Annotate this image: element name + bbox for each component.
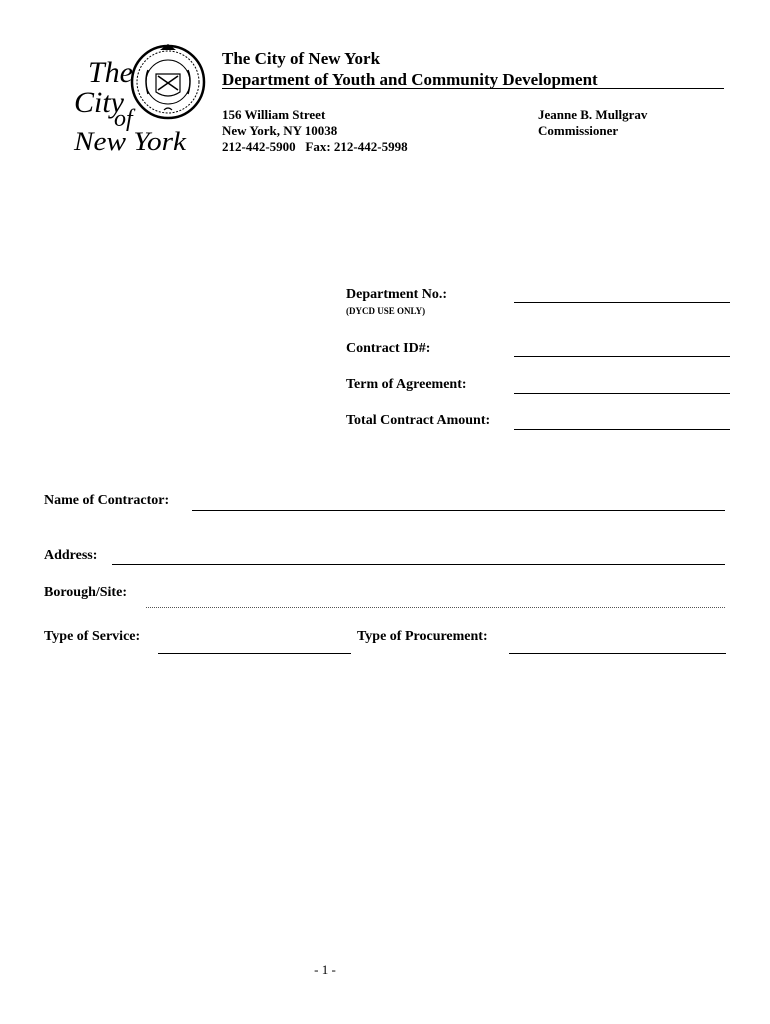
department-no-label: Department No.: — [346, 287, 448, 302]
type-of-procurement-label: Type of Procurement: — [357, 629, 488, 644]
phone-fax: 212-442-5900 Fax: 212-442-5998 — [222, 139, 408, 154]
header-underline — [222, 88, 724, 89]
logo-word-of: of — [114, 106, 133, 132]
logo-word-new-york: New York — [72, 127, 187, 156]
name-of-contractor-label: Name of Contractor: — [44, 493, 170, 508]
term-of-agreement-field[interactable] — [514, 393, 730, 394]
org-name: The City of New York — [222, 49, 381, 68]
borough-site-field[interactable] — [146, 607, 725, 608]
city-state-zip: New York, NY 10038 — [222, 123, 338, 138]
dycd-use-only-note: (DYCD USE ONLY) — [346, 306, 426, 316]
logo-word-city: City — [74, 86, 124, 119]
address-label: Address: — [44, 548, 98, 563]
contract-id-label: Contract ID#: — [346, 341, 431, 356]
type-of-procurement-field[interactable] — [509, 653, 726, 654]
nyc-seal-logo — [68, 34, 208, 160]
borough-site-label: Borough/Site: — [44, 585, 127, 600]
total-contract-amount-field[interactable] — [514, 429, 730, 430]
type-of-service-field[interactable] — [158, 653, 351, 654]
term-of-agreement-label: Term of Agreement: — [346, 377, 467, 392]
contract-id-field[interactable] — [514, 356, 730, 357]
department-no-field[interactable] — [514, 302, 730, 303]
department-name: Department of Youth and Community Development — [222, 70, 598, 89]
city-logo — [68, 34, 208, 160]
commissioner-name: Jeanne B. Mullgrav — [538, 107, 648, 122]
commissioner-title: Commissioner — [538, 123, 619, 138]
logo-word-the: The — [88, 56, 133, 89]
street-address: 156 William Street — [222, 107, 326, 122]
type-of-service-label: Type of Service: — [44, 629, 141, 644]
page-number: - 1 - — [314, 962, 336, 977]
total-contract-amount-label: Total Contract Amount: — [346, 413, 491, 428]
name-of-contractor-field[interactable] — [192, 510, 725, 511]
address-field[interactable] — [112, 564, 725, 565]
city-seal — [132, 44, 204, 118]
